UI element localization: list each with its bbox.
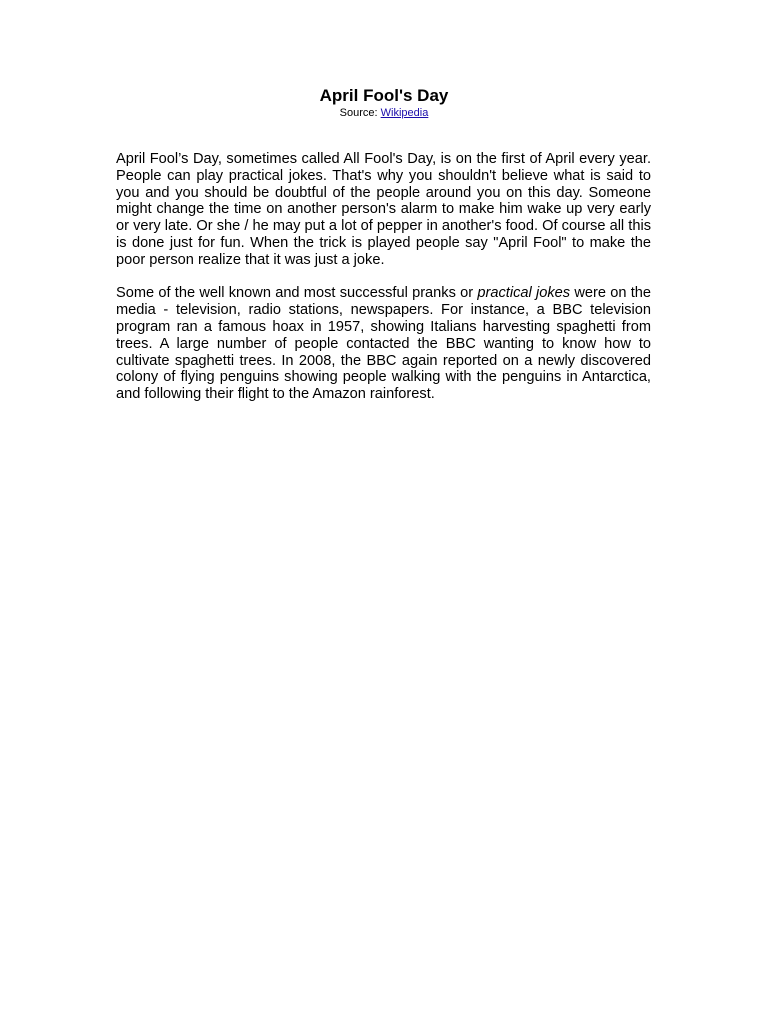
paragraph-1: April Fool’s Day, sometimes called All Fool's Day, is on the first of April every year. People can play practical jokes. That's why you shouldn't believe what is said to you and you should be doubtful of the people around you on this day. Someone might change the time on another person's alarm to make him wake up very early or very late. Or she / he may put a lot of pepper in another's food. Of course all this is done just for fun. When the trick is played people say "April Fool" to make the poor person realize that it was just a joke. xyxy=(116,151,651,268)
document-body xyxy=(116,151,651,420)
paragraph-2-after: were on the media - television, radio stations, newspapers. For instance, a BBC television program ran a famous hoax in 1957, showing Italians harvesting spaghetti from trees. A large number of people contacted the BBC wanting to know how to cultivate spaghetti trees. In 2008, the BBC again reported on a newly discovered colony of flying penguins showing people walking with the penguins in Antarctica, and following their flight to the Amazon rainforest. xyxy=(116,285,651,403)
source-label: Source: xyxy=(339,107,381,119)
source-link[interactable]: Wikipedia xyxy=(380,107,429,119)
paragraph-2-before: Some of the well known and most successful pranks or xyxy=(116,285,478,302)
document-title: April Fool's Day xyxy=(319,86,449,105)
document-header xyxy=(0,86,768,120)
paragraph-2 xyxy=(116,285,651,403)
source-line xyxy=(0,107,768,120)
paragraph-2-emphasis: practical jokes xyxy=(477,285,571,302)
